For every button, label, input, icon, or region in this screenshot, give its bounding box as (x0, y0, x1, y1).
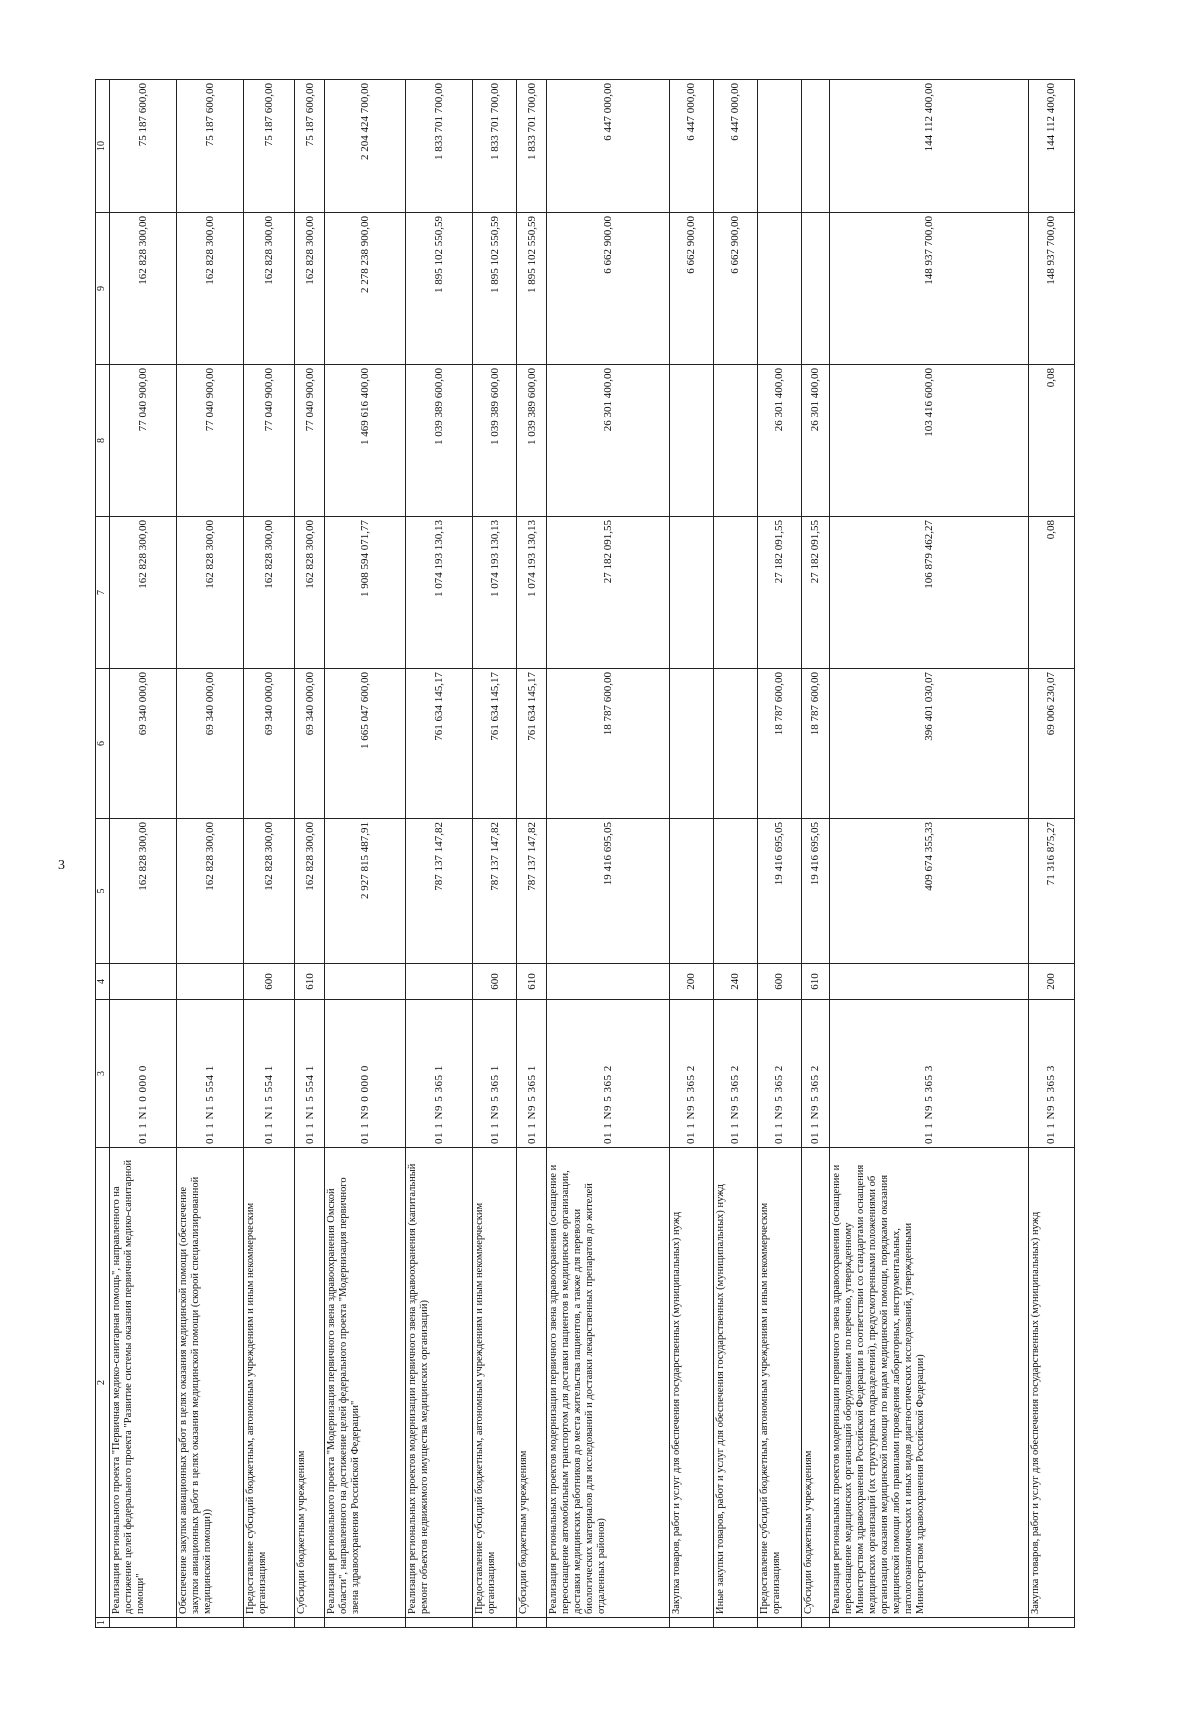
table-row (547, 80, 670, 1628)
table-row (406, 80, 473, 1628)
expense-type-cell: 600 (473, 964, 517, 1000)
row-number-cell (547, 1618, 670, 1628)
amount-cell-9 (801, 213, 829, 365)
amount-cell-5: 162 828 300,00 (110, 819, 177, 964)
amount-cell-8: 1 039 389 600,00 (473, 365, 517, 517)
amount-cell-10: 1 833 701 700,00 (406, 80, 473, 213)
header-cell: 2 (96, 1148, 110, 1618)
budget-code-cell: 01 1 N9 5 365 2 (757, 1000, 801, 1148)
budget-code-cell: 01 1 N9 5 365 1 (473, 1000, 517, 1148)
table-row (669, 80, 713, 1628)
expense-type-cell: 200 (669, 964, 713, 1000)
amount-cell-6 (713, 669, 757, 819)
item-name-cell: Закупка товаров, работ и услуг для обеспечения государственных (муниципальных) нужд (669, 1148, 713, 1618)
amount-cell-7: 1 074 193 130,13 (406, 517, 473, 669)
row-number-cell (244, 1618, 295, 1628)
amount-cell-7: 1 074 193 130,13 (517, 517, 547, 669)
amount-cell-8: 1 469 616 400,00 (325, 365, 406, 517)
page-number: 3 (58, 858, 65, 873)
budget-code-cell: 01 1 N9 0 000 0 (325, 1000, 406, 1148)
item-name-cell: Реализация регионального проекта "Модернизация первичного звена здравоохранения Омской области", направленного на достижение целей федерального проекта "Модернизация первичного звена здравоохранения Российской Федерации" (325, 1148, 406, 1618)
amount-cell-6: 69 340 000,00 (110, 669, 177, 819)
item-name-cell: Реализация региональных проектов модернизации первичного звена здравоохранения (оснащение и переоснащение автомобильным транспортом для доставки пациентов в медицинские организации, доставки медицинских работников до места жительства пациентов, а также для перевозки биологических материалов для исследований и доставки лекарственных препаратов до жителей отдаленных районов) (547, 1148, 670, 1618)
table-row (110, 80, 177, 1628)
expense-type-cell (110, 964, 177, 1000)
amount-cell-7 (669, 517, 713, 669)
row-number-cell (295, 1618, 325, 1628)
header-cell: 5 (96, 819, 110, 964)
amount-cell-7: 1 908 594 071,77 (325, 517, 406, 669)
header-cell: 3 (96, 1000, 110, 1148)
amount-cell-5 (669, 819, 713, 964)
amount-cell-5: 162 828 300,00 (244, 819, 295, 964)
amount-cell-5: 19 416 695,05 (801, 819, 829, 964)
amount-cell-5: 2 927 815 487,91 (325, 819, 406, 964)
amount-cell-9: 6 662 900,00 (713, 213, 757, 365)
item-name-cell: Реализация региональных проектов модернизации первичного звена здравоохранения (оснащение и переоснащение медицинских организаций оборудованием по перечню, утвержденному Министерством здравоохранения Российской Федерации в соответствии со стандартами оснащения медицинских организаций (их структурных подразделений), предусмотренными положениями об организации оказания медицинской помощи по видам медицинской помощи, порядками оказания медицинской помощи либо правилами проведения лабораторных, инструментальных, патологоанатомических и иных видов диагностических исследований, утвержденными Министерством здравоохранения Российской Федерации) (829, 1148, 1028, 1618)
amount-cell-8 (669, 365, 713, 517)
amount-cell-8: 103 416 600,00 (829, 365, 1028, 517)
amount-cell-5: 409 674 355,33 (829, 819, 1028, 964)
header-cell: 6 (96, 669, 110, 819)
expense-type-cell: 200 (1028, 964, 1074, 1000)
row-number-cell (1028, 1618, 1074, 1628)
table-row (713, 80, 757, 1628)
amount-cell-8: 77 040 900,00 (110, 365, 177, 517)
table-row (757, 80, 801, 1628)
amount-cell-10: 6 447 000,00 (547, 80, 670, 213)
row-number-cell (713, 1618, 757, 1628)
amount-cell-7: 162 828 300,00 (177, 517, 244, 669)
amount-cell-7: 0,08 (1028, 517, 1074, 669)
table-row (244, 80, 295, 1628)
amount-cell-10: 144 112 400,00 (1028, 80, 1074, 213)
budget-code-cell: 01 1 N9 5 365 3 (1028, 1000, 1074, 1148)
amount-cell-10 (757, 80, 801, 213)
item-name-cell: Обеспечение закупки авиационных работ в целях оказания медицинской помощи (обеспечение закупки авиационных работ в целях оказания медицинской помощи (скорой специализированной медицинской помощи)) (177, 1148, 244, 1618)
item-name-cell: Субсидии бюджетным учреждениям (295, 1148, 325, 1618)
item-name-cell: Реализация регионального проекта "Первичная медико-санитарная помощь", направленного на достижение целей федерального проекта "Развитие системы оказания первичной медико-санитарной помощи" (110, 1148, 177, 1618)
amount-cell-10: 75 187 600,00 (244, 80, 295, 213)
amount-cell-7: 27 182 091,55 (801, 517, 829, 669)
table-row (829, 80, 1028, 1628)
amount-cell-5: 787 137 147,82 (473, 819, 517, 964)
amount-cell-7: 162 828 300,00 (244, 517, 295, 669)
expense-type-cell: 600 (757, 964, 801, 1000)
amount-cell-10: 1 833 701 700,00 (473, 80, 517, 213)
expense-type-cell: 610 (517, 964, 547, 1000)
expense-type-cell (547, 964, 670, 1000)
budget-code-cell: 01 1 N1 5 554 1 (244, 1000, 295, 1148)
header-cell: 1 (96, 1618, 110, 1628)
amount-cell-10: 1 833 701 700,00 (517, 80, 547, 213)
row-number-cell (325, 1618, 406, 1628)
header-cell: 10 (96, 80, 110, 213)
item-name-cell: Предоставление субсидий бюджетным, автономным учреждениям и иным некоммерческим организациям (244, 1148, 295, 1618)
expense-type-cell (177, 964, 244, 1000)
row-number-cell (406, 1618, 473, 1628)
amount-cell-6: 69 340 000,00 (177, 669, 244, 819)
budget-table (95, 79, 1075, 1628)
row-number-cell (473, 1618, 517, 1628)
amount-cell-8: 26 301 400,00 (757, 365, 801, 517)
header-cell: 7 (96, 517, 110, 669)
row-number-cell (110, 1618, 177, 1628)
item-name-cell: Предоставление субсидий бюджетным, автономным учреждениям и иным некоммерческим организациям (757, 1148, 801, 1618)
amount-cell-8: 0,08 (1028, 365, 1074, 517)
table-row (473, 80, 517, 1628)
amount-cell-9: 6 662 900,00 (669, 213, 713, 365)
budget-code-cell: 01 1 N9 5 365 2 (547, 1000, 670, 1148)
amount-cell-6: 396 401 030,07 (829, 669, 1028, 819)
table-row (801, 80, 829, 1628)
amount-cell-9: 1 895 102 550,59 (517, 213, 547, 365)
amount-cell-5 (713, 819, 757, 964)
item-name-cell: Реализация региональных проектов модернизации первичного звена здравоохранения (капитальный ремонт объектов недвижимого имущества медицинских организаций) (406, 1148, 473, 1618)
amount-cell-7: 162 828 300,00 (295, 517, 325, 669)
budget-code-cell: 01 1 N9 5 365 1 (406, 1000, 473, 1148)
amount-cell-8: 77 040 900,00 (244, 365, 295, 517)
table-body (110, 80, 1075, 1628)
header-cell: 9 (96, 213, 110, 365)
amount-cell-7: 106 879 462,27 (829, 517, 1028, 669)
row-number-cell (757, 1618, 801, 1628)
amount-cell-8: 77 040 900,00 (295, 365, 325, 517)
budget-code-cell: 01 1 N9 5 365 2 (713, 1000, 757, 1148)
amount-cell-8: 26 301 400,00 (801, 365, 829, 517)
expense-type-cell (406, 964, 473, 1000)
row-number-cell (517, 1618, 547, 1628)
header-cell: 4 (96, 964, 110, 1000)
expense-type-cell: 240 (713, 964, 757, 1000)
item-name-cell: Субсидии бюджетным учреждениям (517, 1148, 547, 1618)
amount-cell-5: 162 828 300,00 (295, 819, 325, 964)
row-number-cell (177, 1618, 244, 1628)
amount-cell-10: 6 447 000,00 (713, 80, 757, 213)
amount-cell-6: 761 634 145,17 (406, 669, 473, 819)
header-cell: 8 (96, 365, 110, 517)
amount-cell-6 (669, 669, 713, 819)
item-name-cell: Субсидии бюджетным учреждениям (801, 1148, 829, 1618)
amount-cell-9: 1 895 102 550,59 (406, 213, 473, 365)
amount-cell-10 (801, 80, 829, 213)
budget-code-cell: 01 1 N9 5 365 3 (829, 1000, 1028, 1148)
table-row (325, 80, 406, 1628)
amount-cell-6: 69 340 000,00 (244, 669, 295, 819)
amount-cell-5: 19 416 695,05 (547, 819, 670, 964)
amount-cell-6: 18 787 600,00 (547, 669, 670, 819)
amount-cell-5: 162 828 300,00 (177, 819, 244, 964)
expense-type-cell: 610 (295, 964, 325, 1000)
amount-cell-6: 1 665 047 600,00 (325, 669, 406, 819)
amount-cell-7: 27 182 091,55 (757, 517, 801, 669)
budget-code-cell: 01 1 N9 5 365 2 (669, 1000, 713, 1148)
table-row (177, 80, 244, 1628)
amount-cell-5: 787 137 147,82 (406, 819, 473, 964)
amount-cell-9: 162 828 300,00 (110, 213, 177, 365)
header-row (96, 80, 110, 1628)
amount-cell-6: 69 006 230,07 (1028, 669, 1074, 819)
rotated-table-container (95, 80, 1075, 1628)
budget-code-cell: 01 1 N9 5 365 1 (517, 1000, 547, 1148)
amount-cell-8: 1 039 389 600,00 (517, 365, 547, 517)
budget-code-cell: 01 1 N1 0 000 0 (110, 1000, 177, 1148)
expense-type-cell: 610 (801, 964, 829, 1000)
row-number-cell (829, 1618, 1028, 1628)
row-number-cell (669, 1618, 713, 1628)
amount-cell-9: 162 828 300,00 (244, 213, 295, 365)
amount-cell-8: 1 039 389 600,00 (406, 365, 473, 517)
expense-type-cell: 600 (244, 964, 295, 1000)
amount-cell-7 (713, 517, 757, 669)
amount-cell-7: 27 182 091,55 (547, 517, 670, 669)
amount-cell-8: 77 040 900,00 (177, 365, 244, 517)
budget-code-cell: 01 1 N1 5 554 1 (295, 1000, 325, 1148)
amount-cell-6: 18 787 600,00 (757, 669, 801, 819)
amount-cell-9: 6 662 900,00 (547, 213, 670, 365)
amount-cell-6: 18 787 600,00 (801, 669, 829, 819)
amount-cell-9: 2 278 238 900,00 (325, 213, 406, 365)
amount-cell-7: 1 074 193 130,13 (473, 517, 517, 669)
amount-cell-6: 69 340 000,00 (295, 669, 325, 819)
amount-cell-10: 144 112 400,00 (829, 80, 1028, 213)
amount-cell-9: 162 828 300,00 (177, 213, 244, 365)
amount-cell-8 (713, 365, 757, 517)
amount-cell-8: 26 301 400,00 (547, 365, 670, 517)
amount-cell-10: 75 187 600,00 (110, 80, 177, 213)
row-number-cell (801, 1618, 829, 1628)
expense-type-cell (829, 964, 1028, 1000)
item-name-cell: Предоставление субсидий бюджетным, автономным учреждениям и иным некоммерческим организациям (473, 1148, 517, 1618)
amount-cell-9: 1 895 102 550,59 (473, 213, 517, 365)
amount-cell-9: 148 937 700,00 (1028, 213, 1074, 365)
amount-cell-10: 2 204 424 700,00 (325, 80, 406, 213)
amount-cell-10: 6 447 000,00 (669, 80, 713, 213)
table-row (1028, 80, 1074, 1628)
item-name-cell: Закупка товаров, работ и услуг для обеспечения государственных (муниципальных) нужд (1028, 1148, 1074, 1618)
amount-cell-9 (757, 213, 801, 365)
amount-cell-5: 19 416 695,05 (757, 819, 801, 964)
amount-cell-5: 787 137 147,82 (517, 819, 547, 964)
amount-cell-9: 162 828 300,00 (295, 213, 325, 365)
budget-code-cell: 01 1 N9 5 365 2 (801, 1000, 829, 1148)
amount-cell-7: 162 828 300,00 (110, 517, 177, 669)
item-name-cell: Иные закупки товаров, работ и услуг для обеспечения государственных (муниципальных) нужд (713, 1148, 757, 1618)
budget-code-cell: 01 1 N1 5 554 1 (177, 1000, 244, 1148)
amount-cell-10: 75 187 600,00 (177, 80, 244, 213)
amount-cell-6: 761 634 145,17 (473, 669, 517, 819)
table-row (517, 80, 547, 1628)
amount-cell-6: 761 634 145,17 (517, 669, 547, 819)
amount-cell-9: 148 937 700,00 (829, 213, 1028, 365)
expense-type-cell (325, 964, 406, 1000)
amount-cell-10: 75 187 600,00 (295, 80, 325, 213)
table-row (295, 80, 325, 1628)
amount-cell-5: 71 316 875,27 (1028, 819, 1074, 964)
